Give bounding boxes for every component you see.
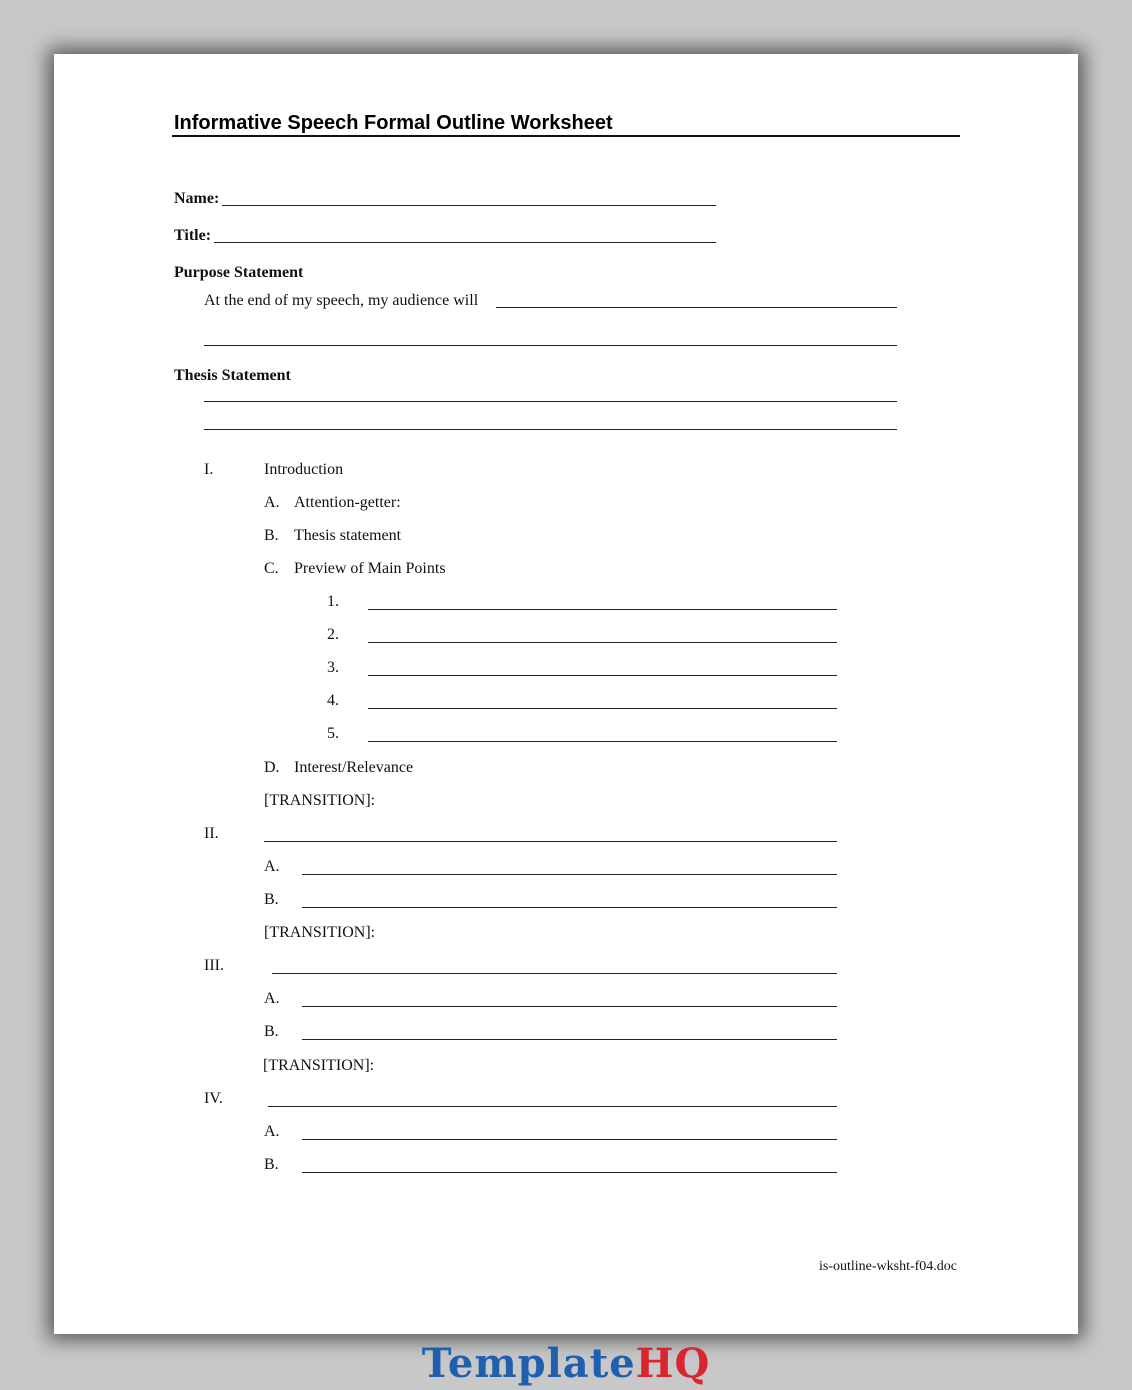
outline-numeral: IV. xyxy=(204,1090,223,1107)
sub-letter: B. xyxy=(264,1156,279,1173)
point-field-line[interactable] xyxy=(368,708,837,709)
brand-part-template: Template xyxy=(421,1340,636,1387)
point-number: 2. xyxy=(327,626,339,643)
thesis-heading: Thesis Statement xyxy=(174,367,291,384)
thesis-field-line[interactable] xyxy=(204,401,897,402)
section-field-line[interactable] xyxy=(272,973,837,974)
sub-field-line[interactable] xyxy=(302,1006,837,1007)
title-underline xyxy=(172,135,960,137)
purpose-field-line[interactable] xyxy=(496,307,897,308)
sub-letter: A. xyxy=(264,858,280,875)
outline-numeral: I. xyxy=(204,461,214,478)
sub-letter: A. xyxy=(264,1123,280,1140)
brand-part-hq: HQ xyxy=(635,1340,711,1387)
point-field-line[interactable] xyxy=(368,609,837,610)
sub-field-line[interactable] xyxy=(302,1172,837,1173)
point-number: 3. xyxy=(327,659,339,676)
section-field-line[interactable] xyxy=(268,1106,837,1107)
sub-field-line[interactable] xyxy=(302,1039,837,1040)
sub-letter: C. xyxy=(264,560,279,577)
sub-letter: A. xyxy=(264,494,280,511)
thesis-statement-label: Thesis statement xyxy=(294,527,402,544)
footer-filename: is-outline-wksht-f04.doc xyxy=(818,1259,957,1274)
preview-label: Preview of Main Points xyxy=(294,560,446,577)
transition-label: [TRANSITION]: xyxy=(264,792,376,809)
name-label: Name: xyxy=(174,190,220,207)
purpose-heading: Purpose Statement xyxy=(174,264,304,281)
sub-letter: B. xyxy=(264,527,279,544)
point-number: 4. xyxy=(327,692,339,709)
attention-getter-label: Attention-getter: xyxy=(294,494,401,511)
sub-letter: B. xyxy=(264,891,279,908)
title-field-line[interactable] xyxy=(214,242,716,243)
point-number: 1. xyxy=(327,593,339,610)
sub-field-line[interactable] xyxy=(302,1139,837,1140)
page-title: Informative Speech Formal Outline Worksheet xyxy=(174,112,613,134)
transition-label: [TRANSITION]: xyxy=(263,1057,375,1074)
transition-label: [TRANSITION]: xyxy=(264,924,376,941)
purpose-prompt: At the end of my speech, my audience will xyxy=(204,292,479,309)
title-label: Title: xyxy=(174,227,212,244)
worksheet-page xyxy=(54,54,1078,1334)
outline-numeral: II. xyxy=(204,825,219,842)
section-field-line[interactable] xyxy=(264,841,837,842)
point-field-line[interactable] xyxy=(368,642,837,643)
sub-letter: D. xyxy=(264,759,280,776)
purpose-field-line[interactable] xyxy=(204,345,897,346)
point-field-line[interactable] xyxy=(368,675,837,676)
sub-field-line[interactable] xyxy=(302,874,837,875)
intro-label: Introduction xyxy=(264,461,344,478)
sub-letter: A. xyxy=(264,990,280,1007)
sub-field-line[interactable] xyxy=(302,907,837,908)
thesis-field-line[interactable] xyxy=(204,429,897,430)
sub-letter: B. xyxy=(264,1023,279,1040)
interest-label: Interest/Relevance xyxy=(294,759,414,776)
outline-numeral: III. xyxy=(204,957,224,974)
brand-logo xyxy=(0,1338,1132,1390)
point-field-line[interactable] xyxy=(368,741,837,742)
name-field-line[interactable] xyxy=(222,205,716,206)
point-number: 5. xyxy=(327,725,339,742)
